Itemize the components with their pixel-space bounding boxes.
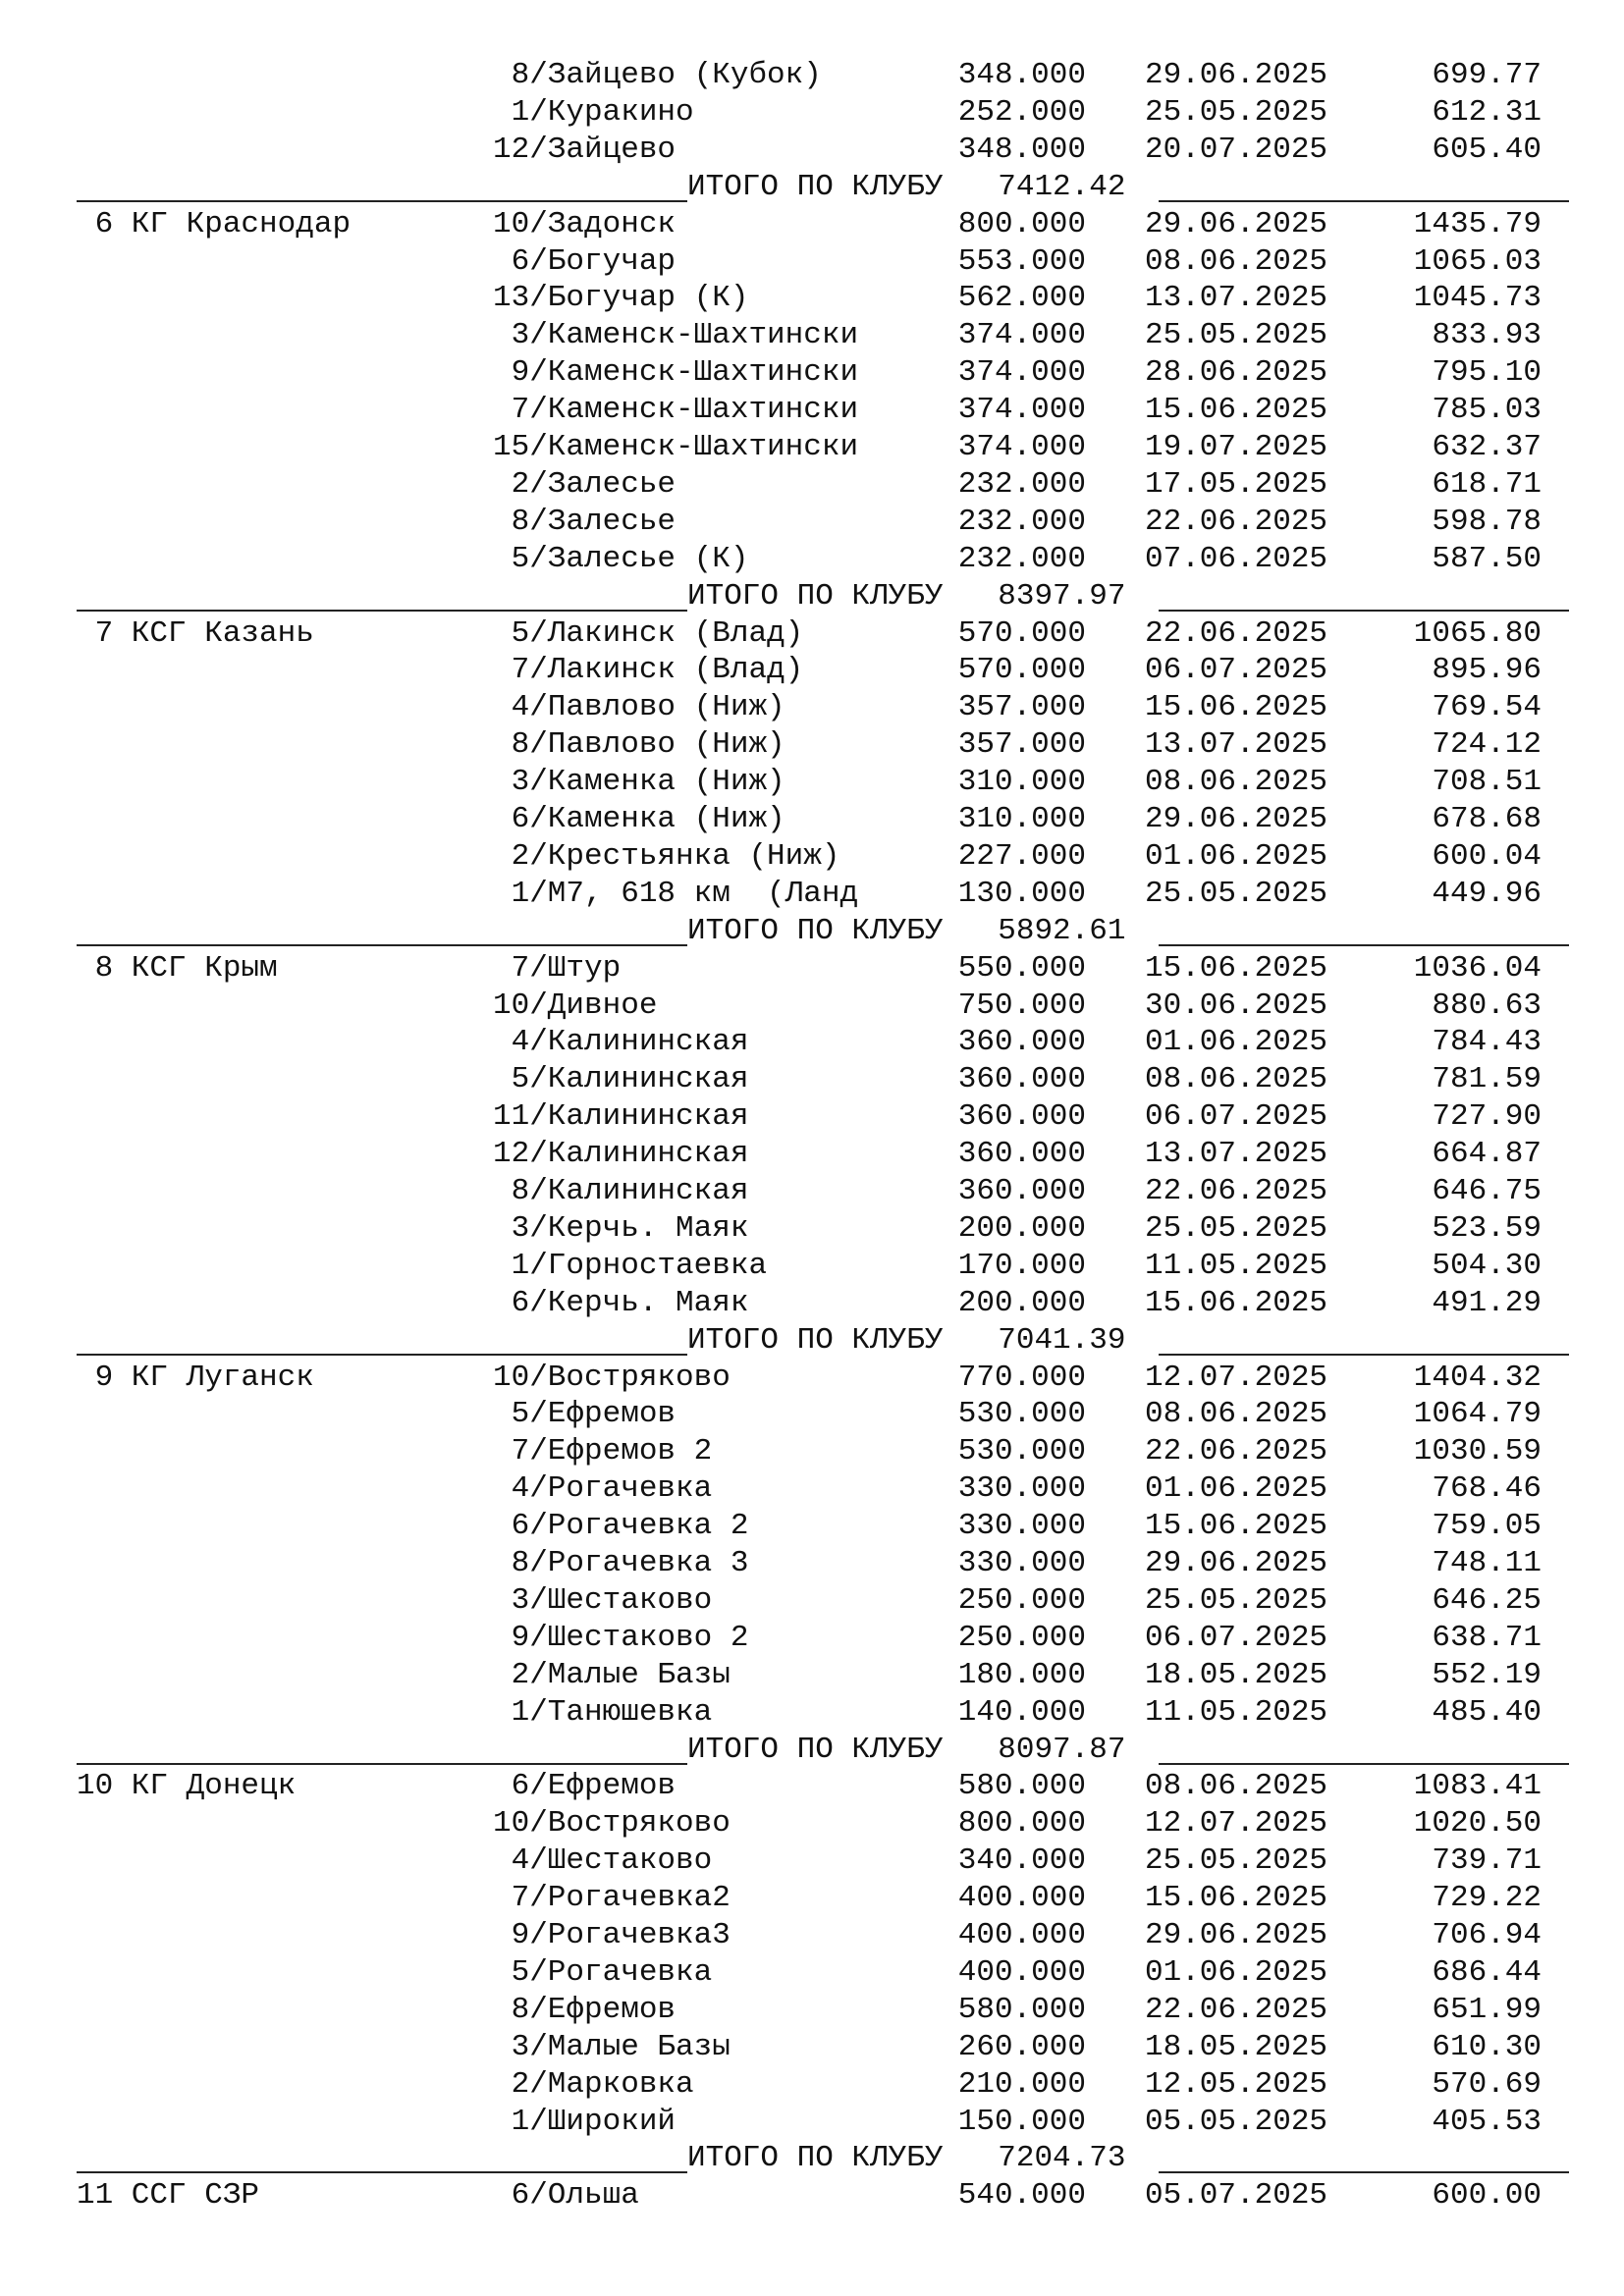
race-distance: 250.000 [957, 1620, 1086, 1655]
race-score: 739.71 [1432, 1843, 1542, 1879]
race-distance: 232.000 [957, 541, 1086, 576]
race-score: 646.25 [1432, 1582, 1542, 1618]
race-date: 22.06.2025 [1145, 615, 1328, 651]
table-row [0, 2029, 1624, 2066]
separator-line-left [77, 1354, 687, 1356]
race-distance: 360.000 [957, 1099, 1086, 1135]
separator-line-right [1159, 610, 1569, 612]
table-row [0, 1285, 1624, 1322]
table-row [0, 1694, 1624, 1732]
table-row [0, 392, 1624, 429]
race-distance: 250.000 [957, 1582, 1086, 1618]
table-row [0, 243, 1624, 281]
race-date: 01.06.2025 [1145, 1954, 1328, 1990]
race-date: 22.06.2025 [1145, 504, 1328, 539]
race-distance: 530.000 [957, 1397, 1086, 1432]
race-date: 01.06.2025 [1145, 838, 1328, 874]
race-score: 724.12 [1432, 727, 1542, 763]
race-score: 769.54 [1432, 690, 1542, 725]
table-row [0, 206, 1624, 243]
race-date: 01.06.2025 [1145, 1471, 1328, 1507]
table-row [0, 615, 1624, 653]
race-name: 5/Калининская [493, 1062, 749, 1097]
race-score: 795.10 [1432, 355, 1542, 391]
race-name: 8/Павлово (Ниж) [493, 727, 785, 763]
race-score: 449.96 [1432, 876, 1542, 911]
race-score: 587.50 [1432, 541, 1542, 576]
race-distance: 360.000 [957, 1137, 1086, 1172]
race-score: 612.31 [1432, 94, 1542, 130]
table-row [0, 838, 1624, 876]
race-date: 25.05.2025 [1145, 318, 1328, 353]
race-name: 2/Малые Базы [493, 1657, 731, 1692]
race-date: 11.05.2025 [1145, 1248, 1328, 1283]
race-distance: 562.000 [957, 281, 1086, 316]
race-name: 7/Каменск-Шахтински [493, 393, 859, 428]
table-row [0, 1657, 1624, 1694]
race-distance: 330.000 [957, 1546, 1086, 1580]
race-distance: 360.000 [957, 1025, 1086, 1060]
race-score: 600.04 [1432, 838, 1542, 874]
table-row [0, 1470, 1624, 1508]
race-date: 15.06.2025 [1145, 1881, 1328, 1916]
race-name: 4/Павлово (Ниж) [493, 690, 785, 725]
table-row [0, 1433, 1624, 1470]
race-score: 708.51 [1432, 765, 1542, 800]
club-name: 9 КГ Луганск [77, 1360, 314, 1395]
race-score: 664.87 [1432, 1137, 1542, 1172]
race-distance: 770.000 [957, 1360, 1086, 1395]
race-distance: 330.000 [957, 1509, 1086, 1544]
race-score: 1065.80 [1413, 615, 1542, 651]
race-distance: 570.000 [957, 653, 1086, 688]
race-distance: 374.000 [957, 355, 1086, 391]
race-name: 10/Задонск [493, 206, 677, 241]
separator-line-right [1159, 944, 1569, 946]
race-score: 1083.41 [1413, 1769, 1542, 1804]
race-score: 646.75 [1432, 1174, 1542, 1208]
race-distance: 360.000 [957, 1174, 1086, 1208]
race-distance: 200.000 [957, 1285, 1086, 1320]
race-date: 13.07.2025 [1145, 281, 1328, 316]
race-name: 10/Дивное [493, 988, 658, 1023]
separator-line-left [77, 2171, 687, 2173]
club-name: 11 ССГ СЗР [77, 2178, 260, 2214]
race-date: 17.05.2025 [1145, 466, 1328, 502]
separator-line-left [77, 944, 687, 946]
race-date: 15.06.2025 [1145, 1285, 1328, 1320]
table-row [0, 504, 1624, 541]
race-date: 29.06.2025 [1145, 58, 1328, 92]
race-date: 25.05.2025 [1145, 1843, 1328, 1879]
separator-line-right [1159, 1354, 1569, 1356]
race-score: 605.40 [1432, 132, 1542, 167]
race-date: 05.07.2025 [1145, 2178, 1328, 2214]
race-score: 1404.32 [1413, 1360, 1542, 1395]
table-row [0, 1917, 1624, 1954]
table-row [0, 1545, 1624, 1582]
separator-line-left [77, 610, 687, 612]
table-row [0, 1768, 1624, 1805]
table-row [0, 1992, 1624, 2029]
race-score: 1435.79 [1413, 206, 1542, 241]
table-row [0, 726, 1624, 764]
race-date: 22.06.2025 [1145, 1992, 1328, 2027]
race-score: 686.44 [1432, 1954, 1542, 1990]
table-row [0, 2177, 1624, 2215]
race-score: 1065.03 [1413, 243, 1542, 279]
race-date: 12.05.2025 [1145, 2066, 1328, 2102]
table-row [0, 1173, 1624, 1210]
race-score: 895.96 [1432, 653, 1542, 688]
race-date: 13.07.2025 [1145, 1137, 1328, 1172]
race-name: 7/Штур [493, 950, 622, 986]
race-name: 15/Каменск-Шахтински [493, 430, 859, 464]
race-date: 08.06.2025 [1145, 1769, 1328, 1804]
race-distance: 232.000 [957, 466, 1086, 502]
race-score: 552.19 [1432, 1657, 1542, 1692]
race-distance: 800.000 [957, 206, 1086, 241]
race-score: 1030.59 [1413, 1434, 1542, 1469]
race-distance: 348.000 [957, 132, 1086, 167]
race-score: 1036.04 [1413, 950, 1542, 986]
race-score: 405.53 [1432, 2104, 1542, 2139]
race-score: 727.90 [1432, 1099, 1542, 1135]
race-date: 08.06.2025 [1145, 1397, 1328, 1432]
race-distance: 227.000 [957, 838, 1086, 874]
table-row [0, 1954, 1624, 1992]
race-distance: 550.000 [957, 950, 1086, 986]
race-name: 8/Залесье [493, 504, 677, 539]
race-distance: 570.000 [957, 615, 1086, 651]
race-name: 2/Крестьянка (Ниж) [493, 838, 840, 874]
race-score: 1020.50 [1413, 1806, 1542, 1842]
race-date: 12.07.2025 [1145, 1806, 1328, 1842]
separator-line-right [1159, 2171, 1569, 2173]
race-date: 30.06.2025 [1145, 988, 1328, 1023]
club-total: ИТОГО ПО КЛУБУ 8097.87 [687, 1732, 1126, 1767]
race-distance: 150.000 [957, 2104, 1086, 2139]
separator-line-right [1159, 200, 1569, 202]
table-row [0, 1136, 1624, 1173]
race-name: 8/Ефремов [493, 1992, 677, 2027]
race-date: 22.06.2025 [1145, 1434, 1328, 1469]
race-distance: 553.000 [957, 243, 1086, 279]
table-row [0, 429, 1624, 466]
race-score: 1064.79 [1413, 1397, 1542, 1432]
race-distance: 357.000 [957, 690, 1086, 725]
race-distance: 800.000 [957, 1806, 1086, 1842]
race-date: 01.06.2025 [1145, 1025, 1328, 1060]
race-distance: 252.000 [957, 94, 1086, 130]
race-name: 1/Танюшевка [493, 1694, 713, 1730]
table-row [0, 1582, 1624, 1620]
race-distance: 310.000 [957, 802, 1086, 836]
race-name: 4/Шестаково [493, 1843, 713, 1879]
race-distance: 200.000 [957, 1210, 1086, 1246]
race-name: 8/Рогачевка 3 [493, 1546, 749, 1580]
race-name: 3/Каменка (Ниж) [493, 765, 785, 800]
race-name: 1/М7, 618 км (Ланд [493, 876, 859, 911]
table-row [0, 1805, 1624, 1842]
race-date: 20.07.2025 [1145, 132, 1328, 167]
race-date: 08.06.2025 [1145, 243, 1328, 279]
race-score: 784.43 [1432, 1025, 1542, 1060]
race-distance: 170.000 [957, 1248, 1086, 1283]
race-score: 600.00 [1432, 2178, 1542, 2214]
race-date: 08.06.2025 [1145, 1062, 1328, 1097]
club-total: ИТОГО ПО КЛУБУ 5892.61 [687, 913, 1126, 948]
race-date: 13.07.2025 [1145, 727, 1328, 763]
race-name: 9/Рогачевка3 [493, 1918, 731, 1952]
race-name: 1/Куракино [493, 94, 694, 130]
race-date: 25.05.2025 [1145, 876, 1328, 911]
race-name: 2/Залесье [493, 466, 677, 502]
race-distance: 130.000 [957, 876, 1086, 911]
race-score: 706.94 [1432, 1918, 1542, 1952]
table-row [0, 801, 1624, 838]
race-distance: 140.000 [957, 1694, 1086, 1730]
race-distance: 750.000 [957, 988, 1086, 1023]
table-row [0, 541, 1624, 578]
race-name: 6/Ефремов [493, 1769, 677, 1804]
table-row [0, 876, 1624, 913]
race-score: 598.78 [1432, 504, 1542, 539]
separator-line-left [77, 1763, 687, 1765]
club-total: ИТОГО ПО КЛУБУ 8397.97 [687, 578, 1126, 614]
race-distance: 580.000 [957, 1992, 1086, 2027]
race-name: 3/Малые Базы [493, 2029, 731, 2064]
race-name: 10/Востряково [493, 1360, 731, 1395]
race-name: 13/Богучар (К) [493, 281, 749, 316]
race-name: 3/Шестаково [493, 1582, 713, 1618]
race-name: 3/Каменск-Шахтински [493, 318, 859, 353]
race-score: 491.29 [1432, 1285, 1542, 1320]
race-distance: 400.000 [957, 1954, 1086, 1990]
race-score: 570.69 [1432, 2066, 1542, 2102]
race-name: 6/Богучар [493, 243, 677, 279]
race-date: 15.06.2025 [1145, 690, 1328, 725]
table-row [0, 1620, 1624, 1657]
race-name: 6/Каменка (Ниж) [493, 802, 785, 836]
table-row [0, 1842, 1624, 1880]
table-row [0, 1396, 1624, 1433]
club-name: 8 КСГ Крым [77, 950, 278, 986]
race-name: 12/Зайцево [493, 132, 677, 167]
race-date: 12.07.2025 [1145, 1360, 1328, 1395]
race-date: 08.06.2025 [1145, 765, 1328, 800]
race-date: 29.06.2025 [1145, 206, 1328, 241]
race-name: 7/Ефремов 2 [493, 1434, 713, 1469]
race-name: 1/Широкий [493, 2104, 677, 2139]
race-date: 15.06.2025 [1145, 1509, 1328, 1544]
club-name: 10 КГ Донецк [77, 1769, 297, 1804]
race-date: 15.06.2025 [1145, 393, 1328, 428]
race-date: 29.06.2025 [1145, 1546, 1328, 1580]
race-date: 28.06.2025 [1145, 355, 1328, 391]
race-score: 699.77 [1432, 58, 1542, 92]
race-date: 18.05.2025 [1145, 2029, 1328, 2064]
race-score: 632.37 [1432, 430, 1542, 464]
race-distance: 580.000 [957, 1769, 1086, 1804]
race-distance: 357.000 [957, 727, 1086, 763]
race-distance: 374.000 [957, 318, 1086, 353]
race-name: 6/Ольша [493, 2178, 639, 2214]
table-row [0, 652, 1624, 689]
race-name: 12/Калининская [493, 1137, 749, 1172]
table-row [0, 764, 1624, 801]
race-date: 06.07.2025 [1145, 653, 1328, 688]
race-score: 523.59 [1432, 1210, 1542, 1246]
table-row [0, 1248, 1624, 1285]
race-name: 8/Калининская [493, 1174, 749, 1208]
race-date: 29.06.2025 [1145, 802, 1328, 836]
race-distance: 400.000 [957, 1881, 1086, 1916]
race-distance: 360.000 [957, 1062, 1086, 1097]
race-score: 748.11 [1432, 1546, 1542, 1580]
race-date: 15.06.2025 [1145, 950, 1328, 986]
race-score: 485.40 [1432, 1694, 1542, 1730]
race-score: 504.30 [1432, 1248, 1542, 1283]
race-score: 729.22 [1432, 1881, 1542, 1916]
table-row [0, 94, 1624, 132]
race-distance: 540.000 [957, 2178, 1086, 2214]
race-score: 651.99 [1432, 1992, 1542, 2027]
race-score: 610.30 [1432, 2029, 1542, 2064]
table-row [0, 57, 1624, 94]
race-distance: 260.000 [957, 2029, 1086, 2064]
race-date: 19.07.2025 [1145, 430, 1328, 464]
table-row [0, 1360, 1624, 1397]
race-name: 7/Лакинск (Влад) [493, 653, 804, 688]
race-date: 22.06.2025 [1145, 1174, 1328, 1208]
race-distance: 340.000 [957, 1843, 1086, 1879]
race-name: 10/Востряково [493, 1806, 731, 1842]
race-date: 06.07.2025 [1145, 1099, 1328, 1135]
table-row [0, 1210, 1624, 1248]
race-distance: 330.000 [957, 1471, 1086, 1507]
race-date: 18.05.2025 [1145, 1657, 1328, 1692]
race-date: 25.05.2025 [1145, 94, 1328, 130]
table-row [0, 950, 1624, 988]
separator-line-left [77, 200, 687, 202]
race-name: 4/Калининская [493, 1025, 749, 1060]
race-distance: 530.000 [957, 1434, 1086, 1469]
race-date: 05.05.2025 [1145, 2104, 1328, 2139]
race-score: 638.71 [1432, 1620, 1542, 1655]
race-distance: 232.000 [957, 504, 1086, 539]
race-date: 25.05.2025 [1145, 1210, 1328, 1246]
table-row [0, 280, 1624, 317]
race-name: 9/Шестаково 2 [493, 1620, 749, 1655]
race-date: 11.05.2025 [1145, 1694, 1328, 1730]
race-name: 8/Зайцево (Кубок) [493, 58, 822, 92]
table-row [0, 317, 1624, 354]
table-row [0, 1024, 1624, 1061]
race-name: 6/Рогачевка 2 [493, 1509, 749, 1544]
table-row [0, 988, 1624, 1025]
race-score: 759.05 [1432, 1509, 1542, 1544]
race-score: 833.93 [1432, 318, 1542, 353]
race-name: 9/Каменск-Шахтински [493, 355, 859, 391]
race-score: 781.59 [1432, 1062, 1542, 1097]
club-total: ИТОГО ПО КЛУБУ 7204.73 [687, 2141, 1126, 2176]
club-total: ИТОГО ПО КЛУБУ 7041.39 [687, 1322, 1126, 1358]
race-score: 785.03 [1432, 393, 1542, 428]
race-name: 11/Калининская [493, 1099, 749, 1135]
table-row [0, 1061, 1624, 1098]
race-date: 29.06.2025 [1145, 1918, 1328, 1952]
race-name: 1/Горностаевка [493, 1248, 768, 1283]
table-row [0, 354, 1624, 392]
race-distance: 374.000 [957, 393, 1086, 428]
race-name: 5/Лакинск (Влад) [493, 615, 804, 651]
race-name: 5/Залесье (К) [493, 541, 749, 576]
race-distance: 374.000 [957, 430, 1086, 464]
race-distance: 348.000 [957, 58, 1086, 92]
race-name: 2/Марковка [493, 2066, 694, 2102]
race-distance: 210.000 [957, 2066, 1086, 2102]
table-row [0, 1098, 1624, 1136]
race-distance: 180.000 [957, 1657, 1086, 1692]
table-row [0, 1508, 1624, 1545]
table-row [0, 1880, 1624, 1917]
race-name: 4/Рогачевка [493, 1471, 713, 1507]
race-distance: 310.000 [957, 765, 1086, 800]
race-score: 768.46 [1432, 1471, 1542, 1507]
race-name: 7/Рогачевка2 [493, 1881, 731, 1916]
race-date: 25.05.2025 [1145, 1582, 1328, 1618]
race-date: 07.06.2025 [1145, 541, 1328, 576]
table-row [0, 132, 1624, 169]
club-name: 6 КГ Краснодар [77, 206, 352, 241]
race-distance: 400.000 [957, 1918, 1086, 1952]
race-date: 06.07.2025 [1145, 1620, 1328, 1655]
table-row [0, 689, 1624, 726]
race-name: 6/Керчь. Маяк [493, 1285, 749, 1320]
table-row [0, 2104, 1624, 2141]
race-score: 1045.73 [1413, 281, 1542, 316]
club-total: ИТОГО ПО КЛУБУ 7412.42 [687, 169, 1126, 204]
race-score: 618.71 [1432, 466, 1542, 502]
race-name: 5/Рогачевка [493, 1954, 713, 1990]
race-score: 880.63 [1432, 988, 1542, 1023]
race-name: 3/Керчь. Маяк [493, 1210, 749, 1246]
race-name: 5/Ефремов [493, 1397, 677, 1432]
table-row [0, 466, 1624, 504]
table-row [0, 2066, 1624, 2104]
race-score: 678.68 [1432, 802, 1542, 836]
club-name: 7 КСГ Казань [77, 615, 314, 651]
separator-line-right [1159, 1763, 1569, 1765]
